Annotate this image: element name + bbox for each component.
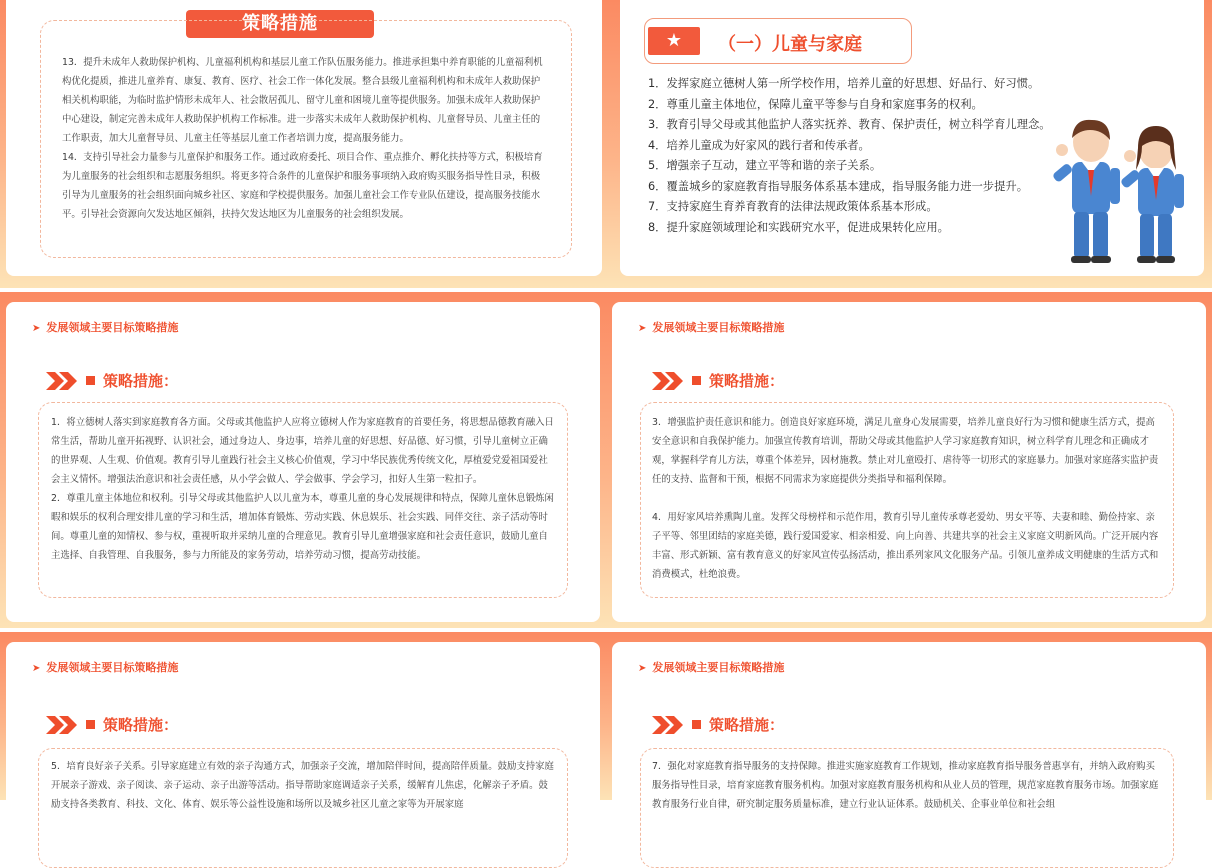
chevron-right-icon: ➤: [32, 663, 41, 674]
breadcrumb: [638, 659, 784, 675]
list-item: 1．发挥家庭立德树人第一所学校作用，培养儿童的好思想、好品行、好习惯。: [648, 77, 1040, 90]
slide-4-body: 3．增强监护责任意识和能力。创造良好家庭环境，满足儿童身心发展需要，培养儿童良好行为习惯和健康生活方式，提高安全意识和自我保护能力。加强宣传教育培训，帮助父母或其他监护人学习家庭教育知识，树立科学育儿理念和正确成才观，掌握科学育儿方法，尊重个体差异，因材施教。禁止对儿童殴打、虐待等一切形式的家庭暴力。加强对家庭落实监护责任的支持、监督和干预，根据不同需求为家庭提供分类指导和福利保障。 4．用好家风培养熏陶儿童。发挥父母榜样和示范作用，教育引导儿童传承尊老爱幼、男女平等、夫妻和睦、勤俭持家、亲子平等、邻里团结的家庭美德，践行爱国爱家、相亲相爱、向上向善、共建共享的社会主义家庭文明新风尚。广泛开展内容丰富、形式新颖、富有教育意义的好家风宣传弘扬活动，推出系列家风文化服务产品。引领儿童养成文明健康的生活方式和消费模式，杜绝浪费。: [652, 417, 1159, 580]
slide-1-card: [6, 0, 602, 276]
square-bullet-icon: [86, 720, 95, 729]
section-heading: [46, 714, 178, 735]
section-title: 策略措施：: [709, 716, 785, 734]
star-badge: [648, 27, 700, 55]
list-item: 6．覆盖城乡的家庭教育指导服务体系基本建成，指导服务能力进一步提升。: [648, 179, 1028, 193]
slide-6: [606, 632, 1212, 810]
double-chevron-icon: [652, 716, 684, 734]
slide-3-card: [6, 302, 600, 622]
slide-4-card: [612, 302, 1206, 622]
slide-2-list: [648, 74, 1078, 238]
breadcrumb-label: 发展领域主要目标策略措施: [652, 321, 785, 334]
section-heading: [652, 714, 784, 735]
double-chevron-icon: [46, 372, 78, 390]
breadcrumb-label: 发展领域主要目标策略措施: [652, 661, 785, 674]
slide-5-card: [6, 642, 600, 812]
double-chevron-icon: [46, 716, 78, 734]
chevron-right-icon: ➤: [638, 663, 647, 674]
saluting-children-illustration: [1044, 112, 1196, 268]
breadcrumb: [32, 319, 178, 335]
slide-3: [0, 292, 606, 628]
section-title: 策略措施：: [103, 716, 179, 734]
slide-2-card: [620, 0, 1204, 276]
slide-6-body: 7．强化对家庭教育指导服务的支持保障。推进实施家庭教育工作规划，推动家庭教育指导服务普惠享有，并纳入政府购买服务指导性目录，培育家庭教育服务机构。加强对家庭教育服务机构和从业人员的管理，规范家庭教育服务市场。加强家庭教育服务行业自律，研究制定服务质量标准，建立行业认证体系。鼓励机关、企事业单位和社会组: [652, 761, 1159, 810]
breadcrumb: [638, 319, 784, 335]
slide-4: [606, 292, 1212, 628]
slide-1-title: 策略措施: [186, 10, 374, 38]
section-heading: [652, 370, 784, 391]
square-bullet-icon: [86, 376, 95, 385]
star-icon: ★: [665, 30, 683, 51]
list-item: 5．增强亲子互动，建立平等和谐的亲子关系。: [648, 159, 882, 172]
chevron-right-icon: ➤: [32, 323, 41, 334]
slide-1: [0, 0, 606, 288]
slide-1-body: 13．提升未成年人救助保护机构、儿童福利机构和基层儿童工作队伍服务能力。推进承担集中养育职能的儿童福利机构优化提质，推进儿童养育、康复、教育、医疗、社会工作一体化发展。整合县级儿童福利机构和未成年人救助保护相关机构职能，为临时监护情形未成年人、社会散居孤儿、留守儿童和困境儿童等提供服务。加强未成年人救助保护中心建设，制定完善未成年人救助保护机构工作标准。进一步落实未成年人救助保护机构、儿童督导员、儿童主任的工作职责，加大儿童督导员、儿童主任等基层儿童工作者培训力度，提高服务能力。 14．支持引导社会力量参与儿童保护和服务工作。通过政府委托、项目合作、重点推介、孵化扶持等方式，积极培育为儿童服务的社会组织和志愿服务组织。将更多符合条件的儿童保护和服务事项纳入政府购买服务指导性目录，积极引导为儿童服务的社会组织面向城乡社区、家庭和学校提供服务。加强儿童社会工作专业队伍建设，提高服务技能水平。引导社会资源向欠发达地区倾斜，扶持欠发达地区为儿童服务的社会组织发展。: [62, 57, 543, 220]
section-title: 策略措施：: [103, 372, 179, 390]
section-title: 策略措施：: [709, 372, 785, 390]
slide-2-title: （一）儿童与家庭: [718, 34, 862, 55]
slide-6-card: [612, 642, 1206, 812]
slide-3-body: 1．将立德树人落实到家庭教育各方面。父母或其他监护人应将立德树人作为家庭教育的首要任务，将思想品德教育融入日常生活，帮助儿童开拓视野、认识社会，通过身边人、身边事，培养儿童的好思想、好品德、好习惯，引导儿童树立正确的世界观、人生观、价值观。教育引导儿童践行社会主义核心价值观，学习中华民族优秀传统文化，厚植爱党爱祖国爱社会主义情怀。增强法治意识和社会责任感，从小学会做人、学会做事、学会学习，扣好人生第一粒扣子。 2．尊重儿童主体地位和权利。引导父母或其他监护人以儿童为本，尊重儿童的身心发展规律和特点，保障儿童休息锻炼闲暇和娱乐的权利合理安排儿童的学习和生活，增加体育锻炼、劳动实践、休息娱乐、社会实践、同伴交往、亲子活动等时间。尊重儿童的知情权、参与权，重视听取并采纳儿童的合理意见。教育引导儿童增强家庭和社会责任意识，鼓励儿童自主选择、自我管理、自我服务，参与力所能及的家务劳动，培养劳动习惯，提高劳动技能。: [51, 417, 554, 561]
double-chevron-icon: [652, 372, 684, 390]
list-item: 2．尊重儿童主体地位，保障儿童平等参与自身和家庭事务的权利。: [648, 97, 983, 111]
breadcrumb-label: 发展领域主要目标策略措施: [46, 661, 179, 674]
breadcrumb: [32, 659, 178, 675]
list-item: 4．培养儿童成为好家风的践行者和传承者。: [648, 138, 870, 152]
square-bullet-icon: [692, 376, 701, 385]
square-bullet-icon: [692, 720, 701, 729]
breadcrumb-label: 发展领域主要目标策略措施: [46, 321, 179, 334]
list-item: 3．教育引导父母或其他监护人落实抚养、教育、保护责任，树立科学育儿理念。: [648, 118, 1051, 131]
list-item: 7．支持家庭生育养育教育的法律法规政策体系基本形成。: [648, 200, 938, 213]
slide-2: [606, 0, 1212, 288]
slide-5: [0, 632, 606, 810]
chevron-right-icon: ➤: [638, 323, 647, 334]
list-item: 8．提升家庭领域理论和实践研究水平，促进成果转化应用。: [648, 220, 949, 234]
section-heading: [46, 370, 178, 391]
slide-5-body: 5．培育良好亲子关系。引导家庭建立有效的亲子沟通方式，加强亲子交流，增加陪伴时间，提高陪伴质量。鼓励支持家庭开展亲子游戏、亲子阅读、亲子运动、亲子出游等活动。指导帮助家庭调适亲子关系，缓解育儿焦虑，化解亲子矛盾。鼓励支持各类教育、科技、文化、体育、娱乐等公益性设施和场所以及城乡社区儿童之家等为开展家庭: [51, 761, 554, 810]
